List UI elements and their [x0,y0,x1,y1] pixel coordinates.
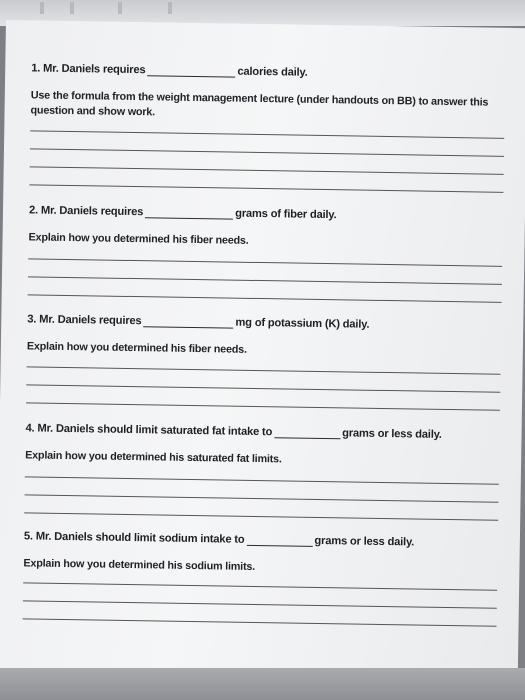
answer-line[interactable] [30,166,504,174]
question-prefix: Mr. Daniels should limit saturated fat intake to [37,422,273,439]
question-instruction: Use the formula from the weight management lecture (under handouts on BB) to answer this question and show work. [30,89,489,119]
question-instruction: Explain how you determined his fiber needs. [28,231,249,247]
question-5-line [24,530,494,549]
question-2-line [29,204,499,223]
answer-line[interactable] [26,402,500,410]
monitor-bottom-edge [0,668,525,700]
glare-mark [70,2,74,14]
answer-line[interactable] [28,258,502,266]
glare-mark [118,2,122,14]
question-number: 4. [25,422,35,435]
question-instruction: Explain how you determined his fiber needs. [26,340,247,356]
glare-mark [168,2,172,14]
question-3 [27,313,498,361]
answer-blank[interactable] [147,65,235,77]
question-prefix: Mr. Daniels should limit sodium intake to [35,530,245,546]
answer-line[interactable] [29,184,503,192]
answer-line[interactable] [27,366,501,374]
answer-line[interactable] [30,130,504,138]
question-2 [28,204,499,252]
question-suffix: grams or less daily. [342,427,442,441]
question-1-line [31,62,501,81]
answer-line[interactable] [26,384,500,392]
answer-blank[interactable] [145,207,233,219]
question-instruction: Explain how you determined his sodium limits. [23,557,256,573]
glare-mark [40,2,44,14]
question-number: 1. [31,62,41,75]
question-instruction: Explain how you determined his saturated fat limits. [25,449,282,466]
answer-line[interactable] [23,582,497,590]
question-prefix: Mr. Daniels requires [39,313,142,328]
answer-line[interactable] [24,512,498,520]
question-prefix: Mr. Daniels requires [43,62,146,77]
worksheet-page [0,20,525,676]
question-number: 3. [27,313,37,326]
answer-line[interactable] [28,294,502,302]
question-4 [25,422,496,470]
question-suffix: calories daily. [237,65,308,79]
question-suffix: mg of potassium (K) daily. [235,316,370,331]
question-prefix: Mr. Daniels requires [40,204,144,219]
question-suffix: grams of fiber daily. [235,207,337,222]
question-number: 5. [23,530,33,543]
answer-blank[interactable] [143,316,233,328]
answer-blank[interactable] [246,535,312,547]
answer-line[interactable] [30,148,504,156]
answer-line[interactable] [28,276,502,284]
answer-blank[interactable] [274,427,340,439]
question-4-line [25,422,495,441]
answer-line[interactable] [25,494,499,502]
answer-line[interactable] [23,600,497,608]
question-suffix: grams or less daily. [314,534,415,549]
question-number: 2. [28,204,39,217]
answer-line[interactable] [25,476,499,484]
question-5 [23,530,494,578]
answer-line[interactable] [23,618,497,626]
question-3-line [27,313,497,332]
question-1 [30,62,501,125]
